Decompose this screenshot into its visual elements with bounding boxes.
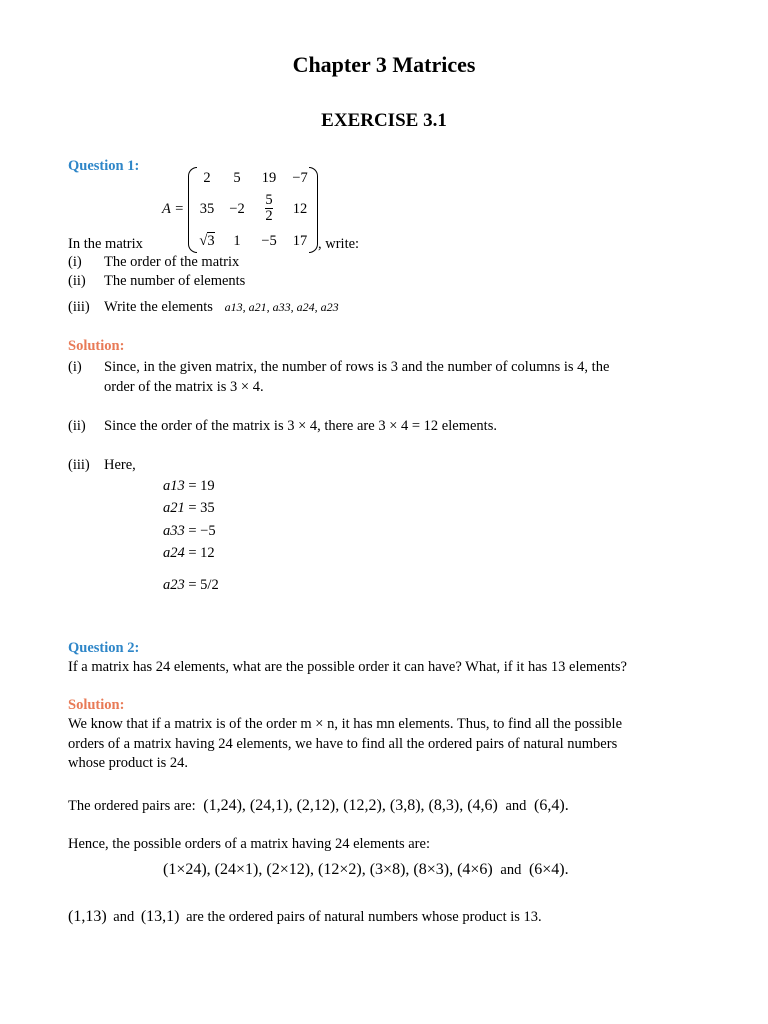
intro-text: In the matrix xyxy=(68,236,143,252)
orders-line xyxy=(163,861,569,879)
solution-2-line: orders of a matrix having 24 elements, we have to find all the ordered pairs of natural numbers xyxy=(68,736,618,752)
page-title: Chapter 3 Matrices xyxy=(292,52,476,77)
matrix-cell: 17 xyxy=(292,233,308,249)
element-name: a33 xyxy=(163,523,185,539)
ordered-pairs-line xyxy=(68,797,569,815)
hence-line: Hence, the possible orders of a matrix having 24 elements are: xyxy=(68,836,430,852)
element-value: = 19 xyxy=(188,478,215,494)
matrix-cell: 2 xyxy=(203,170,211,186)
ordered-pair: (13,1) xyxy=(140,908,180,925)
solution-part-ii xyxy=(68,418,497,435)
item-number: (iii) xyxy=(68,299,90,315)
item-number: (ii) xyxy=(68,273,86,289)
matrix-cell: −5 xyxy=(261,233,277,249)
list-item xyxy=(68,254,239,271)
fraction-denominator: 2 xyxy=(265,208,273,225)
element-name: a24 xyxy=(163,545,185,561)
possible-orders: (1×24), (24×1), (2×12), (12×2), (3×8), (8×3), (4×6) xyxy=(163,861,493,878)
solution-2-line: whose product is 24. xyxy=(68,755,189,771)
matrix-cell: 1 xyxy=(233,233,241,249)
solution-2-line: We know that if a matrix is of the order m × n, it has mn elements. Thus, to find all the possible xyxy=(68,716,623,732)
solution-text-cont: order of the matrix is 3 × 4. xyxy=(104,379,264,395)
element-name: a21 xyxy=(163,500,185,516)
element-value-row xyxy=(163,545,215,562)
matrix-cell-fraction xyxy=(252,193,286,224)
solution-1-label: Solution: xyxy=(68,338,125,354)
element-value-row xyxy=(163,577,219,594)
ordered-pair-last: (6,4). xyxy=(534,797,569,814)
item-text: The number of elements xyxy=(104,273,246,289)
list-item xyxy=(68,273,245,290)
ordered-pair: (1,13) xyxy=(68,908,107,925)
matrix-cell: −2 xyxy=(229,201,245,217)
element-value: = 12 xyxy=(188,545,215,561)
elements-list: a13, a21, a33, a24, a23 xyxy=(224,300,339,314)
question-1-label: Question 1: xyxy=(68,158,140,174)
item-text: Write the elements xyxy=(104,299,213,315)
order-last: (6×4). xyxy=(528,861,569,878)
final-text: are the ordered pairs of natural numbers whose product is 13. xyxy=(186,909,542,925)
and-word: and xyxy=(113,909,135,925)
element-value: = 5/2 xyxy=(188,577,219,593)
ordered-pairs-label: The ordered pairs are: xyxy=(68,798,196,814)
item-text: The order of the matrix xyxy=(104,254,240,270)
matrix-a xyxy=(188,167,318,253)
solution-2-label: Solution: xyxy=(68,697,125,713)
element-value-row xyxy=(163,478,215,495)
fraction-numerator: 5 xyxy=(265,192,273,208)
question-2-text: If a matrix has 24 elements, what are the possible order it can have? What, if it has 13 elements? xyxy=(68,659,627,675)
and-word: and xyxy=(505,798,527,814)
element-value-row xyxy=(163,500,215,517)
question-2-label: Question 2: xyxy=(68,640,140,656)
matrix-cell: 12 xyxy=(292,201,308,217)
solution-text: Since the order of the matrix is 3 × 4, there are 3 × 4 = 12 elements. xyxy=(104,418,497,434)
matrix-lhs: A = xyxy=(162,201,185,217)
element-value: = 35 xyxy=(188,500,215,516)
matrix-cell: 35 xyxy=(199,201,215,217)
list-item xyxy=(68,299,339,316)
solution-part-i xyxy=(68,359,609,376)
solution-text: Since, in the given matrix, the number of rows is 3 and the number of columns is 4, the xyxy=(104,359,610,375)
matrix-cell: 19 xyxy=(261,170,277,186)
matrix-cell: −7 xyxy=(292,170,308,186)
item-number: (ii) xyxy=(68,418,86,434)
ordered-pairs: (1,24), (24,1), (2,12), (12,2), (3,8), (8,3), (4,6) xyxy=(203,797,498,814)
item-number: (iii) xyxy=(68,457,90,473)
matrix-cell: √3 xyxy=(199,233,215,249)
element-name: a13 xyxy=(163,478,185,494)
solution-text: Here, xyxy=(104,457,136,473)
item-number: (i) xyxy=(68,254,82,270)
final-line xyxy=(68,908,542,926)
and-word: and xyxy=(500,862,522,878)
intro-text-end: , write: xyxy=(318,236,360,252)
matrix-cell: 5 xyxy=(233,170,241,186)
element-value-row xyxy=(163,523,216,540)
element-name: a23 xyxy=(163,577,185,593)
element-value: = −5 xyxy=(188,523,216,539)
exercise-heading: EXERCISE 3.1 xyxy=(321,110,447,131)
item-number: (i) xyxy=(68,359,82,375)
solution-part-iii xyxy=(68,457,136,474)
